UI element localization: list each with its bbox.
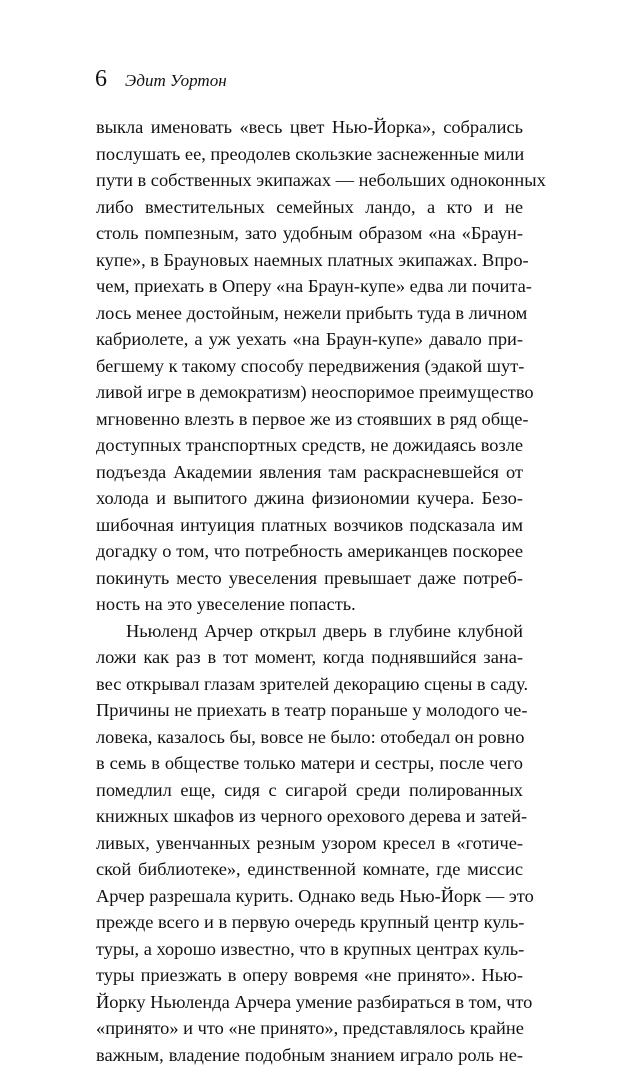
text-line: кабриолете, а уж уехать «на Браун-купе» давало при-	[96, 326, 523, 353]
text-line: доступных транспортных средств, не дожидаясь возле	[96, 432, 523, 459]
running-title: Эдит Уортон	[125, 71, 227, 90]
text-line: покинуть место увеселения превышает даже потреб-	[96, 565, 523, 592]
text-line: либо вместительных семейных ландо, а кто и не	[96, 194, 523, 221]
text-line: выкла именовать «весь цвет Нью-Йорка», собрались	[96, 114, 523, 141]
text-line: туры приезжать в оперу вовремя «не принято». Нью-	[96, 962, 523, 989]
body-text	[96, 114, 523, 1068]
text-line: книжных шкафов из черного орехового дерева и затей-	[96, 803, 523, 830]
text-line: Причины не приехать в театр пораньше у молодого че-	[96, 697, 523, 724]
text-line: чем, приехать в Оперу «на Браун-купе» едва ли почита-	[96, 273, 523, 300]
page-number: 6	[95, 66, 107, 92]
paragraph-start-line: Ньюленд Арчер открыл дверь в глубине клубной	[96, 618, 523, 645]
text-line: лось менее достойным, нежели прибыть туда в личном	[96, 300, 523, 327]
text-line: догадку о том, что потребность американцев поскорее	[96, 538, 523, 565]
text-line: столь помпезным, зато удобным образом «на «Браун-	[96, 220, 523, 247]
text-line: важным, владение подобным знанием играло роль не-	[96, 1042, 523, 1068]
text-line: Арчер разрешала курить. Однако ведь Нью-Йорк — это	[96, 883, 523, 910]
text-line: помедлил еще, сидя с сигарой среди полированных	[96, 777, 523, 804]
paragraph-end-line: ность на это увеселение попасть.	[96, 591, 523, 618]
text-line: послушать ее, преодолев скользкие заснеженные мили	[96, 141, 523, 168]
text-line: холода и выпитого джина физиономии кучера. Безо-	[96, 485, 523, 512]
text-line: вес открывал глазам зрителей декорацию сцены в саду.	[96, 671, 523, 698]
text-line: ливой игре в демократизм) неоспоримое преимущество	[96, 379, 523, 406]
running-head	[95, 66, 227, 96]
text-line: подъезда Академии явления там раскрасневшейся от	[96, 459, 523, 486]
text-line: бегшему к такому способу передвижения (эдакой шут-	[96, 353, 523, 380]
text-line: Йорку Ньюленда Арчера умение разбираться в том, что	[96, 989, 523, 1016]
text-line: ловека, казалось бы, вовсе не было: отобедал он ровно	[96, 724, 523, 751]
text-line: ливых, увенчанных резным узором кресел в «готиче-	[96, 830, 523, 857]
text-line: мгновенно влезть в первое же из стоявших в ряд обще-	[96, 406, 523, 433]
text-line: «принято» и что «не принято», представлялось крайне	[96, 1015, 523, 1042]
text-line: шибочная интуиция платных возчиков подсказала им	[96, 512, 523, 539]
text-line: туры, а хорошо известно, что в крупных центрах куль-	[96, 936, 523, 963]
text-line: прежде всего и в первую очередь крупный центр куль-	[96, 909, 523, 936]
text-line: пути в собственных экипажах — небольших одноконных	[96, 167, 523, 194]
text-line: ской библиотеке», единственной комнате, где миссис	[96, 856, 523, 883]
text-line: ложи как раз в тот момент, когда поднявшийся зана-	[96, 644, 523, 671]
text-line: купе», в Брауновых наемных платных экипажах. Впро-	[96, 247, 523, 274]
text-line: в семь в обществе только матери и сестры, после чего	[96, 750, 523, 777]
